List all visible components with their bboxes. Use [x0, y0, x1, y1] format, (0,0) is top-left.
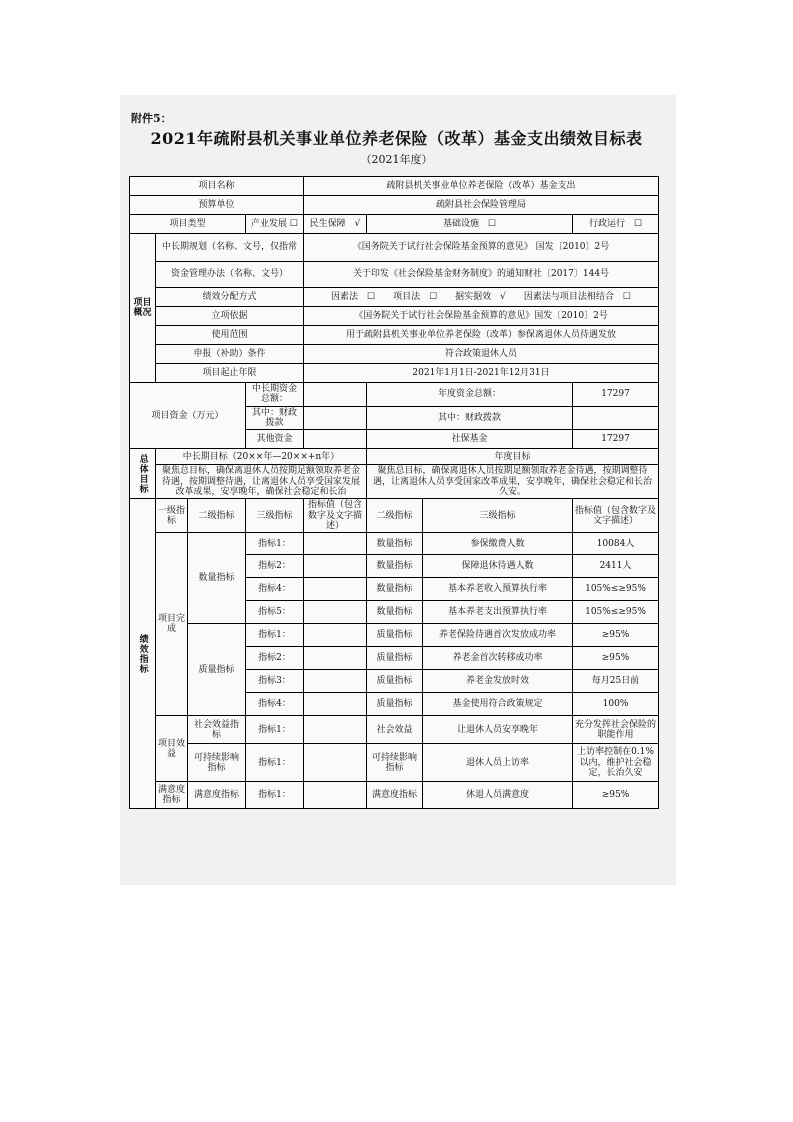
- header-level3: 三级指标: [246, 499, 304, 533]
- allocation-value: 因素法 ☐ 项目法 ☐ 据实据效 √ 因素法与项目法相结合 ☐: [304, 288, 659, 307]
- social-fund-label: 社保基金: [367, 430, 573, 449]
- indicator-name: 让退休人员安享晚年: [423, 716, 573, 744]
- overview-section-label: 项目概况: [130, 234, 156, 383]
- indicator-left-value: [304, 555, 367, 578]
- indicator-key: 指标1：: [246, 782, 304, 809]
- indicator-value: ≥95%: [573, 782, 659, 809]
- indicator-key: 指标1：: [246, 716, 304, 744]
- indicator-key: 指标1：: [246, 624, 304, 647]
- basis-value: 《国务院关于试行社会保险基金预算的意见》国发〔2010〕2号: [304, 307, 659, 326]
- indicator-name: 保障退休待遇人数: [423, 555, 573, 578]
- header-level3b: 三级指标: [423, 499, 573, 533]
- indicator-level2: 数量指标: [367, 533, 423, 555]
- indicator-key: 指标1：: [246, 744, 304, 782]
- indicator-value: 105%≤≥95%: [573, 601, 659, 624]
- period-label: 项目起止年限: [156, 364, 304, 383]
- indicator-key: 指标4：: [246, 578, 304, 601]
- period-value: 2021年1月1日-2021年12月31日: [304, 364, 659, 383]
- header-level2b: 二级指标: [367, 499, 423, 533]
- fund-method-value: 关于印发《社会保险基金财务制度》的通知财社〔2017〕144号: [304, 262, 659, 288]
- indicator-level2: 满意度指标: [367, 782, 423, 809]
- indicator-key: 指标3：: [246, 670, 304, 693]
- sub-quantity: 数量指标: [188, 533, 246, 624]
- project-name-value: 疏附县机关事业单位养老保险（改革）基金支出: [304, 177, 659, 196]
- indicator-name: 休退人员满意度: [423, 782, 573, 809]
- indicator-level2: 质量指标: [367, 670, 423, 693]
- budget-unit-label: 预算单位: [130, 196, 304, 215]
- indicator-left-value: [304, 693, 367, 716]
- other-funds-label: 其他资金: [246, 430, 304, 449]
- plan-value: 《国务院关于试行社会保险基金预算的意见》 国发〔2010〕2号: [304, 234, 659, 262]
- other-funds-value: [304, 430, 367, 449]
- indicator-value: 上访率控制在0.1%以内，维护社会稳定，长治久安: [573, 744, 659, 782]
- indicator-level2: 质量指标: [367, 693, 423, 716]
- group-benefit: 项目效益: [156, 716, 188, 782]
- indicator-left-value: [304, 578, 367, 601]
- annual-fiscal-value: [573, 406, 659, 430]
- indicator-name: 基本养老收入预算执行率: [423, 578, 573, 601]
- annual-fiscal-label: 其中：财政拨款: [367, 406, 573, 430]
- mid-goal-header: 中长期目标（20××年—20××+n年）: [156, 449, 367, 465]
- sub-quality: 质量指标: [188, 624, 246, 716]
- indicator-level2: 可持续影响指标: [367, 744, 423, 782]
- indicator-value: 100%: [573, 693, 659, 716]
- indicator-level2: 数量指标: [367, 601, 423, 624]
- sub-social: 社会效益指标: [188, 716, 246, 744]
- budget-unit-value: 疏附县社会保险管理局: [304, 196, 659, 215]
- indicator-name: 基本养老支出预算执行率: [423, 601, 573, 624]
- indicator-left-value: [304, 624, 367, 647]
- indicator-value: 2411人: [573, 555, 659, 578]
- indicator-value: 10084人: [573, 533, 659, 555]
- indicator-name: 基金使用符合政策规定: [423, 693, 573, 716]
- scope-value: 用于疏附县机关事业单位养老保险（改革）参保离退休人员待遇发放: [304, 326, 659, 345]
- mid-fiscal-label: 其中：财政拨款: [246, 406, 304, 430]
- annual-total-value: 17297: [573, 383, 659, 407]
- group-satisfaction: 满意度指标: [156, 782, 188, 809]
- annual-total-label: 年度资金总额：: [367, 383, 573, 407]
- indicator-name: 养老保险待遇首次发放成功率: [423, 624, 573, 647]
- indicator-name: 养老金发放时效: [423, 670, 573, 693]
- indicator-level2: 数量指标: [367, 578, 423, 601]
- type-livelihood: 民生保障 √: [304, 215, 367, 234]
- indicator-key: 指标1：: [246, 533, 304, 555]
- indicator-left-value: [304, 601, 367, 624]
- type-admin: 行政运行 ☐: [573, 215, 659, 234]
- goals-section-label: 总体目标: [130, 449, 156, 499]
- apply-condition-value: 符合政策退休人员: [304, 345, 659, 364]
- indicator-key: 指标2：: [246, 555, 304, 578]
- indicator-value: 105%≤≥95%: [573, 578, 659, 601]
- page-title: 2021年疏附县机关事业单位养老保险（改革）基金支出绩效目标表: [150, 129, 643, 148]
- indicator-left-value: [304, 647, 367, 670]
- mid-fiscal-value: [304, 406, 367, 430]
- indicator-left-value: [304, 716, 367, 744]
- sub-satisfaction: 满意度指标: [188, 782, 246, 809]
- indicator-key: 指标2：: [246, 647, 304, 670]
- mid-total-label: 中长期资金总额：: [246, 383, 304, 407]
- indicator-left-value: [304, 670, 367, 693]
- indicator-value: ≥95%: [573, 647, 659, 670]
- attachment-label: 附件5：: [131, 112, 172, 125]
- indicator-level2: 质量指标: [367, 647, 423, 670]
- mid-total-value: [304, 383, 367, 407]
- header-value: 指标值（包含数字及文字描述）: [304, 499, 367, 533]
- annual-goal-text: 聚焦总目标，确保离退休人员按期足额领取养老金待遇，按期调整待遇，让离退休人员享受国家改革成果，安享晚年，确保社会稳定和长治久安。: [367, 465, 659, 499]
- social-fund-value: 17297: [573, 430, 659, 449]
- header-level2: 二级指标: [188, 499, 246, 533]
- indicator-left-value: [304, 533, 367, 555]
- scope-label: 使用范围: [156, 326, 304, 345]
- performance-target-table: [129, 176, 659, 809]
- basis-label: 立项依据: [156, 307, 304, 326]
- indicator-level2: 质量指标: [367, 624, 423, 647]
- indicators-section-label: 绩效指标: [130, 499, 156, 809]
- year-subtitle: （2021年度）: [360, 153, 433, 166]
- indicator-left-value: [304, 782, 367, 809]
- group-completion: 项目完成: [156, 533, 188, 716]
- apply-condition-label: 申报（补助）条件: [156, 345, 304, 364]
- project-type-label: 项目类型: [130, 215, 246, 234]
- type-industry: 产业发展 ☐: [246, 215, 304, 234]
- indicator-level2: 社会效益: [367, 716, 423, 744]
- fund-method-label: 资金管理办法（名称、文号）: [156, 262, 304, 288]
- indicator-left-value: [304, 744, 367, 782]
- indicator-level2: 数量指标: [367, 555, 423, 578]
- annual-goal-header: 年度目标: [367, 449, 659, 465]
- header-valueb: 指标值（包含数字及文字描述）: [573, 499, 659, 533]
- sub-sustain: 可持续影响指标: [188, 744, 246, 782]
- indicator-name: 退休人员上访率: [423, 744, 573, 782]
- funds-label: 项目资金（万元）: [130, 383, 246, 449]
- type-infrastructure: 基础设施 ☐: [367, 215, 573, 234]
- indicator-value: 充分发挥社会保险的职能作用: [573, 716, 659, 744]
- header-level1: 一级指标: [156, 499, 188, 533]
- project-name-label: 项目名称: [130, 177, 304, 196]
- indicator-key: 指标4：: [246, 693, 304, 716]
- allocation-label: 绩效分配方式: [156, 288, 304, 307]
- mid-goal-text: 聚焦总目标，确保离退休人员按期足额领取养老金待遇，按期调整待遇，让离退休人员享受国家发展改革成果，安享晚年，确保社会稳定和长治: [156, 465, 367, 499]
- indicator-name: 养老金首次转移成功率: [423, 647, 573, 670]
- plan-label: 中长期规划（名称、文号，仅指常: [156, 234, 304, 262]
- indicator-key: 指标5：: [246, 601, 304, 624]
- indicator-value: ≥95%: [573, 624, 659, 647]
- indicator-value: 每月25日前: [573, 670, 659, 693]
- indicator-name: 参保缴费人数: [423, 533, 573, 555]
